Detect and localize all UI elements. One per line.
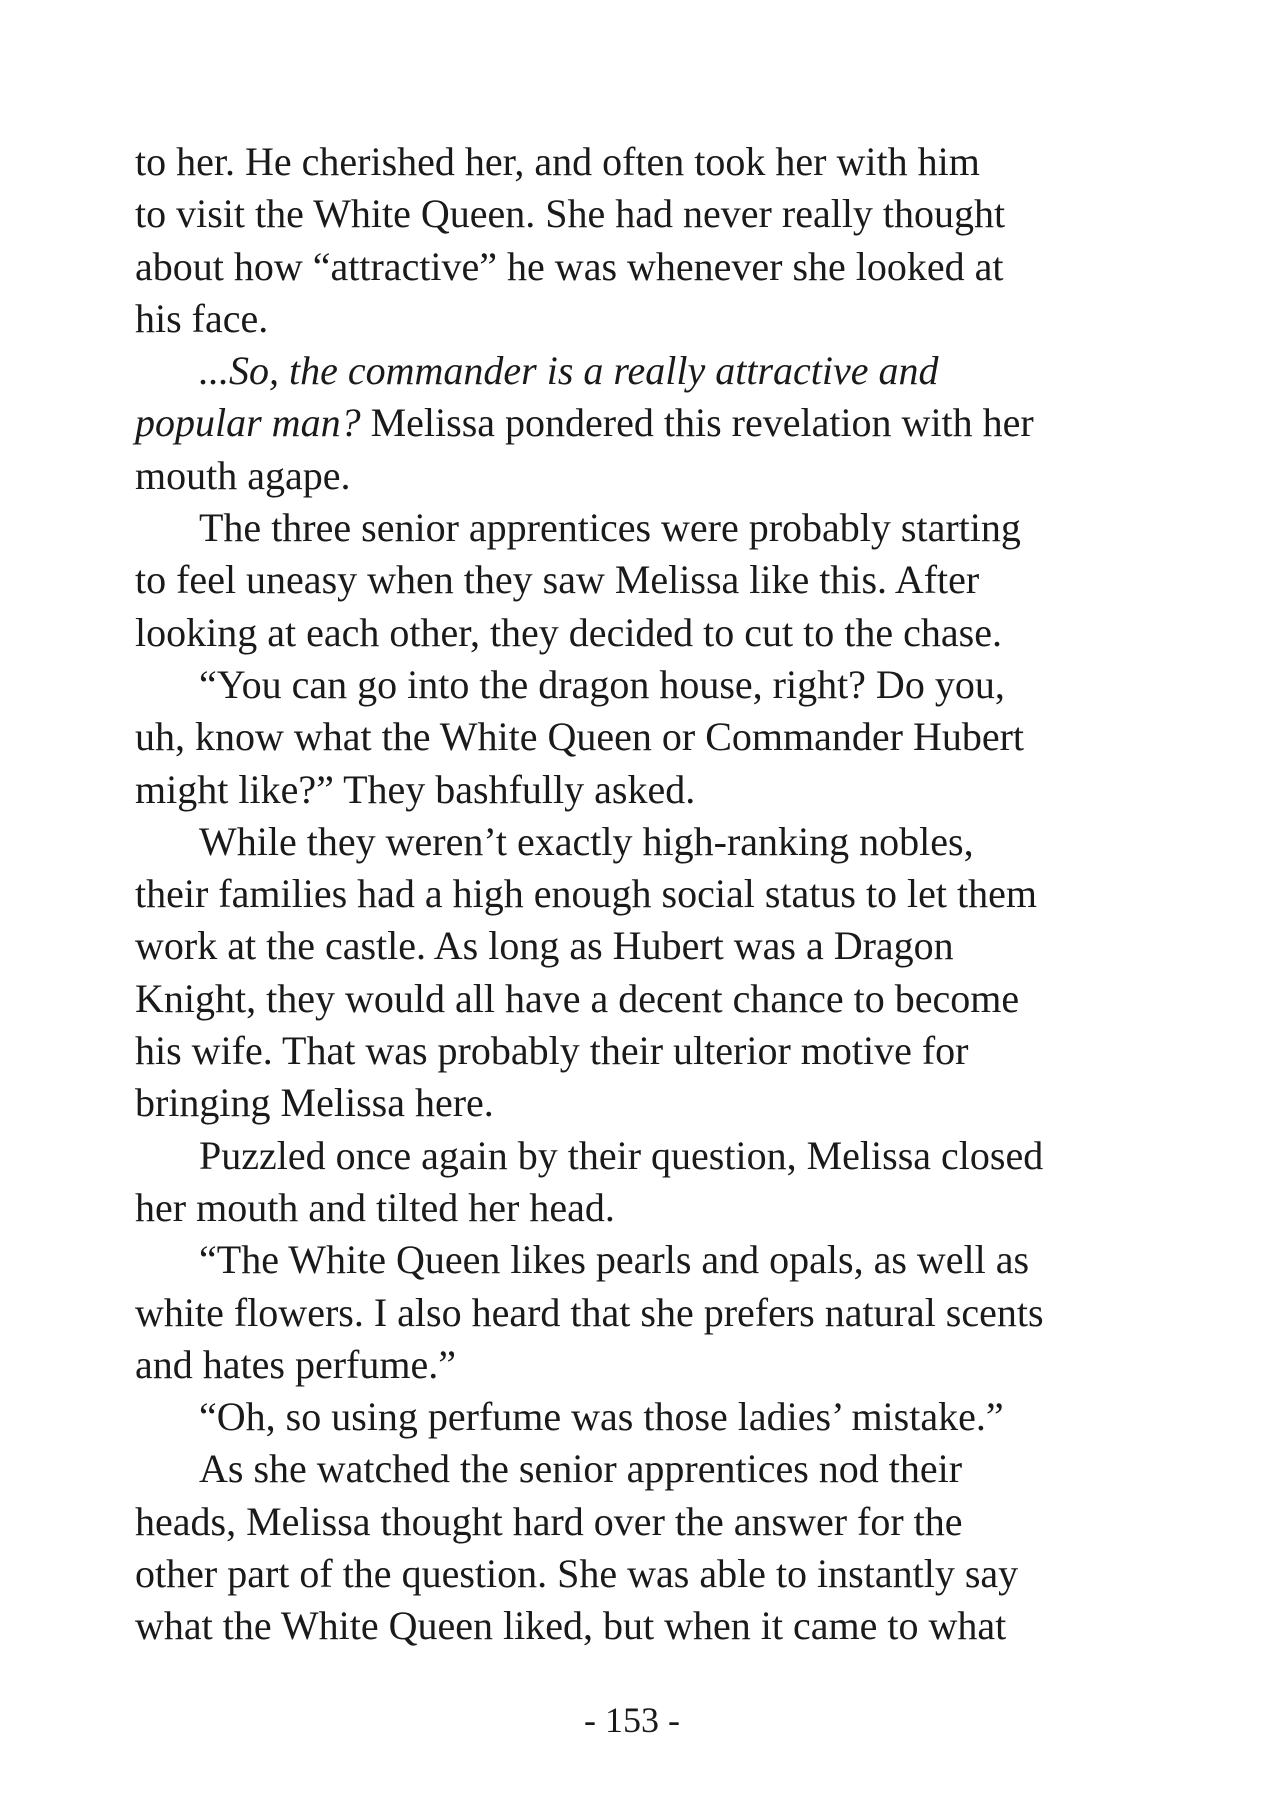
text-segment: his wife. That was probably their ulterior motive for <box>135 1028 969 1074</box>
text-line <box>135 241 1135 293</box>
text-segment: other part of the question. She was able to instantly say <box>135 1551 1019 1597</box>
text-line <box>135 293 1135 345</box>
italic-text-segment: popular man? <box>135 400 361 446</box>
text-segment: work at the castle. As long as Hubert was a Dragon <box>135 923 954 969</box>
text-line <box>135 1182 1135 1234</box>
text-segment: “Oh, so using perfume was those ladies’ mistake.” <box>199 1394 1004 1440</box>
text-line <box>135 1339 1135 1391</box>
text-line <box>135 450 1135 502</box>
text-line <box>135 397 1135 449</box>
text-line <box>135 816 1135 868</box>
text-segment: Melissa pondered this revelation with her <box>360 400 1034 446</box>
text-segment: to visit the White Queen. She had never really thought <box>135 191 1006 237</box>
text-segment: to her. He cherished her, and often took her with him <box>135 139 980 184</box>
text-line <box>135 554 1135 606</box>
text-line <box>135 1077 1135 1129</box>
text-segment: his face. <box>135 295 269 341</box>
text-segment: “You can go into the dragon house, right? Do you, <box>199 661 1005 707</box>
text-segment: looking at each other, they decided to cut to the chase. <box>135 609 1002 655</box>
page-number: - 153 - <box>584 1700 680 1740</box>
text-segment: and hates perfume.” <box>135 1341 456 1387</box>
text-line <box>135 1130 1135 1182</box>
text-line <box>135 1287 1135 1339</box>
text-line <box>135 764 1135 816</box>
text-line <box>135 136 1135 188</box>
text-segment: “The White Queen likes pearls and opals, as well as <box>199 1237 1030 1283</box>
text-segment: uh, know what the White Queen or Commander Hubert <box>135 714 1025 760</box>
text-segment: what the White Queen liked, but when it came to what <box>135 1603 1007 1649</box>
text-line <box>135 502 1135 554</box>
text-line <box>135 345 1135 397</box>
text-segment: about how “attractive” he was whenever she looked at <box>135 243 1004 289</box>
text-line <box>135 1600 1135 1652</box>
text-line <box>135 607 1135 659</box>
text-segment: heads, Melissa thought hard over the answer for the <box>135 1498 963 1544</box>
text-line <box>135 1548 1135 1600</box>
text-segment: Puzzled once again by their question, Melissa closed <box>199 1132 1044 1178</box>
text-line <box>135 188 1135 240</box>
text-line <box>135 1025 1135 1077</box>
text-segment: bringing Melissa here. <box>135 1080 494 1126</box>
text-line <box>135 1234 1135 1286</box>
text-segment: Knight, they would all have a decent chance to become <box>135 975 1020 1021</box>
text-line <box>135 1496 1135 1548</box>
italic-text-segment: ...So, the commander is a really attractive and <box>199 348 939 394</box>
text-segment: might like?” They bashfully asked. <box>135 766 696 812</box>
text-segment: While they weren’t exactly high-ranking nobles, <box>199 818 974 864</box>
text-line <box>135 1443 1135 1495</box>
text-line <box>135 1391 1135 1443</box>
text-line <box>135 711 1135 763</box>
text-segment: her mouth and tilted her head. <box>135 1184 615 1230</box>
text-segment: to feel uneasy when they saw Melissa like this. After <box>135 557 980 603</box>
text-segment: white flowers. I also heard that she prefers natural scents <box>135 1289 1044 1335</box>
text-segment: As she watched the senior apprentices nod their <box>199 1446 963 1492</box>
text-line <box>135 868 1135 920</box>
text-line <box>135 973 1135 1025</box>
text-segment: The three senior apprentices were probably starting <box>199 505 1021 551</box>
body-text <box>135 136 1135 1653</box>
text-line <box>135 659 1135 711</box>
text-segment: mouth agape. <box>135 452 351 498</box>
text-segment: their families had a high enough social status to let them <box>135 871 1038 917</box>
text-line <box>135 920 1135 972</box>
